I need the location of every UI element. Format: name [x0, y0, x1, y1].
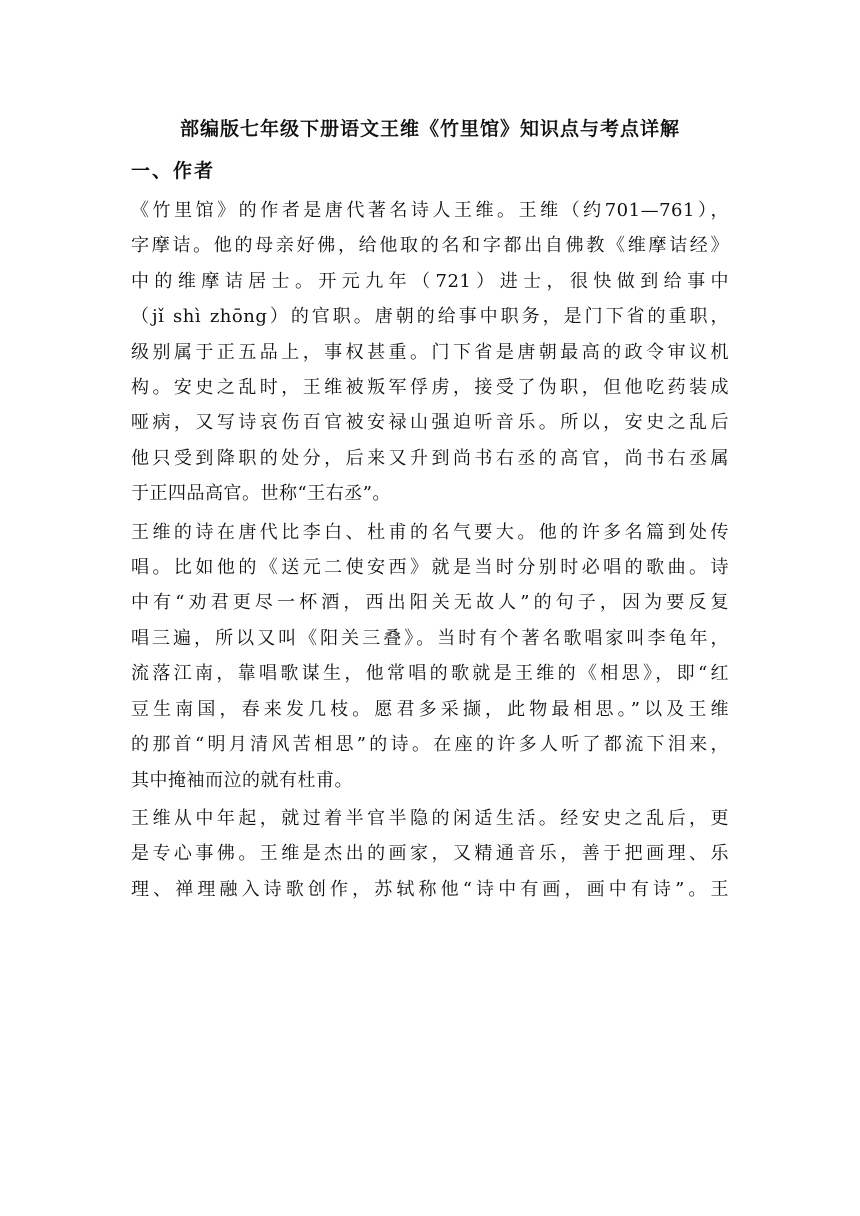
paragraph-line: 中的维摩诘居士。开元九年（721）进士，很快做到给事中: [131, 270, 729, 292]
paragraph-line: 王维从中年起，就过着半官半隐的闲适生活。经安史之乱后，更: [131, 807, 729, 829]
paragraph-line: 构。安史之乱时，王维被叛军俘虏，接受了伪职，但他吃药装成: [131, 377, 729, 399]
paragraph-line: 于正四品高官。世称“王右丞”。: [131, 483, 391, 505]
paragraph-poetry-fame: [131, 515, 729, 798]
section-heading-author: 一、作者: [131, 160, 216, 182]
document-title: 部编版七年级下册语文王维《竹里馆》知识点与考点详解: [179, 118, 680, 140]
paragraph-line: 《竹里馆》的作者是唐代著名诗人王维。王维（约701—761），: [131, 200, 729, 221]
paragraph-line: （jǐ shì zhōng）的官职。唐朝的给事中职务，是门下省的重职，: [131, 306, 729, 328]
paragraph-line: 理、禅理融入诗歌创作，苏轼称他“诗中有画，画中有诗”。王: [131, 878, 729, 900]
paragraph-line: 哑病，又写诗哀伤百官被安禄山强迫听音乐。所以，安史之乱后: [131, 412, 729, 434]
paragraph-line: 唱三遍，所以又叫《阳关三叠》。当时有个著名歌唱家叫李龟年，: [131, 627, 729, 649]
paragraph-later-life: [131, 801, 729, 907]
paragraph-line: 流落江南，靠唱歌谋生，他常唱的歌就是王维的《相思》，即“红: [131, 663, 729, 685]
paragraph-author-bio: [131, 193, 729, 512]
paragraph-line: 豆生南国，春来发几枝。愿君多采撷，此物最相思。”以及王维: [131, 698, 729, 720]
paragraph-line: 其中掩袖而泣的就有杜甫。: [131, 769, 353, 791]
paragraph-line: 的那首“明月清风苦相思”的诗。在座的许多人听了都流下泪来，: [131, 734, 729, 756]
paragraph-line: 字摩诘。他的母亲好佛，给他取的名和字都出自佛教《维摩诘经》: [131, 235, 729, 257]
paragraph-line: 是专心事佛。王维是杰出的画家，又精通音乐，善于把画理、乐: [131, 843, 729, 865]
document-body: [131, 112, 729, 907]
paragraph-line: 唱。比如他的《送元二使安西》就是当时分别时必唱的歌曲。诗: [131, 557, 729, 579]
paragraph-line: 级别属于正五品上，事权甚重。门下省是唐朝最高的政令审议机: [131, 341, 729, 363]
paragraph-line: 中有“劝君更尽一杯酒，西出阳关无故人”的句子，因为要反复: [131, 592, 729, 614]
paragraph-line: 他只受到降职的处分，后来又升到尚书右丞的高官，尚书右丞属: [131, 447, 729, 469]
paragraph-line: 王维的诗在唐代比李白、杜甫的名气要大。他的许多名篇到处传: [131, 521, 729, 543]
